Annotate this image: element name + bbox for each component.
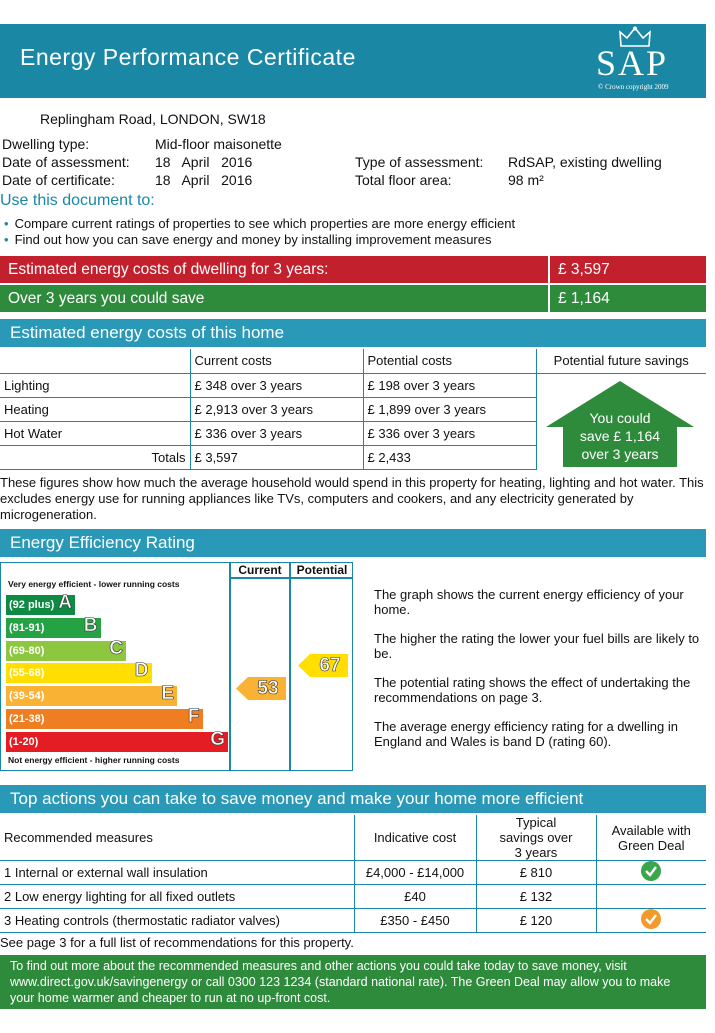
type-assessment-label: Type of assessment: bbox=[355, 154, 484, 170]
rating-band-b: (81-91) B bbox=[6, 618, 101, 638]
savings-value: £ 1,164 bbox=[550, 285, 706, 312]
totals-row: Totals £ 3,597 £ 2,433 bbox=[0, 445, 706, 469]
rating-band-f: (21-38) F bbox=[6, 709, 203, 729]
use-doc-bullet: • Find out how you can save energy and money by installing improvement measures bbox=[4, 232, 492, 247]
col-measures: Recommended measures bbox=[0, 815, 354, 861]
col-potential-costs: Potential costs bbox=[363, 349, 536, 373]
footer-note: To find out more about the recommended measures and other actions you could take today to save money, visit www.direct.gov.uk/savingenergy or call 0300 123 1234 (standard national rate). The Green Deal may allow you to make your home warmer and cheaper to run at no up-front cost. bbox=[0, 955, 706, 1009]
rating-band-c: (69-80) C bbox=[6, 641, 126, 661]
sap-logo: SAP bbox=[596, 43, 669, 83]
rating-band-e: (39-54) E bbox=[6, 686, 177, 706]
type-assessment-value: RdSAP, existing dwelling bbox=[508, 154, 662, 170]
col-typical-savings: Typical savings over 3 years bbox=[476, 815, 596, 861]
savings-house-text: You could save £ 1,164 over 3 years bbox=[579, 410, 661, 462]
page-title: Energy Performance Certificate bbox=[20, 44, 356, 70]
rating-bottom-note: Not energy efficient - higher running costs bbox=[8, 755, 180, 765]
rating-col-potential: Potential bbox=[296, 563, 348, 577]
actions-heading: Top actions you can take to save money and make your home more efficient bbox=[0, 785, 706, 813]
date-certificate-label: Date of certificate: bbox=[2, 172, 115, 188]
actions-table bbox=[0, 815, 706, 933]
dwelling-type-value: Mid-floor maisonette bbox=[155, 136, 282, 152]
table-row: 3 Heating controls (thermostatic radiator valves) £350 - £450 £ 120 bbox=[0, 909, 706, 933]
rating-text: The graph shows the current energy efficiency of your home. The higher the rating the lower your fuel bills are likely to be. The potential rating shows the effect of undertaking the recommendations on page 3. The average energy efficiency rating for a dwelling in England and Wales is band D (rating 60). bbox=[374, 587, 700, 749]
col-current-costs: Current costs bbox=[190, 349, 363, 373]
costs-note: These figures show how much the average household would spend in this property for heating, lighting and hot water. This excludes energy use for running appliances like TVs, computers and cookers, and any electricity generated by microgeneration. bbox=[0, 475, 704, 522]
estimated-cost-value: £ 3,597 bbox=[550, 256, 706, 283]
floor-area-value: 98 m² bbox=[508, 172, 544, 188]
estimated-cost-band: Estimated energy costs of dwelling for 3 years: bbox=[0, 256, 548, 283]
floor-area-label: Total floor area: bbox=[355, 172, 452, 188]
table-row: 2 Low energy lighting for all fixed outlets £40 £ 132 bbox=[0, 885, 706, 909]
rating-band-g: (1-20) G bbox=[6, 732, 228, 752]
address: Replingham Road, LONDON, SW18 bbox=[40, 111, 266, 127]
rating-band-a: (92 plus) A bbox=[6, 595, 75, 615]
rating-band-d: (55-68) D bbox=[6, 663, 152, 683]
col-future-savings: Potential future savings bbox=[536, 349, 706, 373]
green-deal-check-orange-icon bbox=[641, 909, 661, 929]
date-assessment-value: 18 April 2016 bbox=[155, 154, 253, 170]
potential-rating-arrow: 67 bbox=[298, 654, 348, 682]
crown-copyright: © Crown copyright 2009 bbox=[598, 83, 669, 91]
savings-band: Over 3 years you could save bbox=[0, 285, 548, 312]
date-certificate-value: 18 April 2016 bbox=[155, 172, 253, 188]
col-green-deal: Available with Green Deal bbox=[596, 815, 706, 861]
use-doc-heading: Use this document to: bbox=[0, 192, 155, 209]
date-assessment-label: Date of assessment: bbox=[2, 154, 130, 170]
col-indicative-cost: Indicative cost bbox=[354, 815, 476, 861]
rating-col-current: Current bbox=[238, 563, 282, 577]
rating-top-note: Very energy efficient - lower running costs bbox=[8, 579, 180, 589]
see-page-note: See page 3 for a full list of recommendations for this property. bbox=[0, 935, 354, 950]
rating-heading: Energy Efficiency Rating bbox=[0, 529, 706, 557]
table-row: Heating £ 2,913 over 3 years £ 1,899 over 3 years bbox=[0, 397, 706, 421]
table-row: 1 Internal or external wall insulation £4,000 - £14,000 £ 810 bbox=[0, 861, 706, 885]
current-rating-arrow: 53 bbox=[236, 677, 286, 705]
table-row: Lighting £ 348 over 3 years £ 198 over 3 years bbox=[0, 373, 706, 397]
green-deal-check-icon bbox=[641, 861, 661, 881]
costs-heading: Estimated energy costs of this home bbox=[0, 319, 706, 347]
table-row: Hot Water £ 336 over 3 years £ 336 over 3 years bbox=[0, 421, 706, 445]
dwelling-type-label: Dwelling type: bbox=[2, 136, 90, 152]
use-doc-bullet: • Compare current ratings of properties to see which properties are more energy efficient bbox=[4, 216, 516, 231]
